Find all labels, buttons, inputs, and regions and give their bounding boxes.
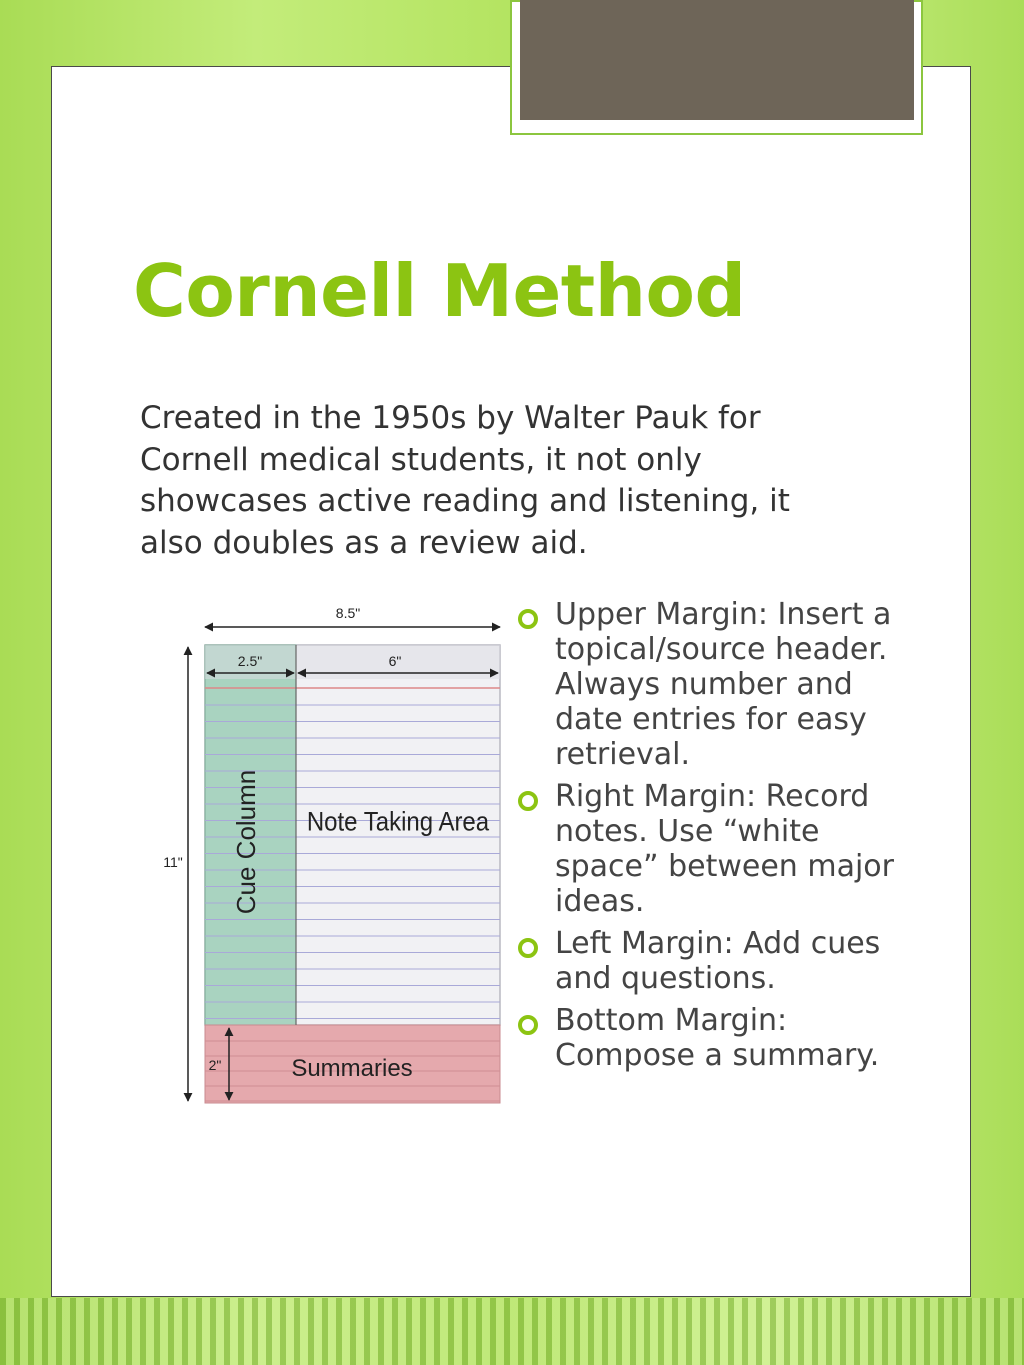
- background-stripes: [0, 1298, 1024, 1365]
- hollow-circle-bullet-icon: [518, 609, 538, 629]
- hollow-circle-bullet-icon: [518, 1015, 538, 1035]
- summary-label: Summaries: [291, 1055, 413, 1082]
- bullet-item-bottom-margin: [510, 1003, 910, 1073]
- summary-height-label: 2": [208, 1057, 222, 1073]
- hollow-circle-bullet-icon: [518, 938, 538, 958]
- notes-width-label: 6": [388, 653, 402, 669]
- bullet-text: Bottom Margin: Compose a summary.: [555, 1003, 880, 1073]
- bullet-text: Left Margin: Add cues and questions.: [555, 926, 881, 996]
- bullet-list: [510, 597, 910, 1080]
- height-label: 11": [163, 854, 183, 870]
- slide-title: Cornell Method: [133, 249, 746, 333]
- bullet-item-left-margin: [510, 926, 910, 996]
- cue-width-label: 2.5": [237, 653, 263, 669]
- cue-column-label: Cue Column: [231, 769, 261, 915]
- notes-area-label: Note Taking Area: [306, 807, 490, 837]
- bullet-item-right-margin: [510, 779, 910, 919]
- bullet-text: Upper Margin: Insert a topical/source header. Always number and date entries for easy retrieval.: [555, 597, 892, 772]
- hollow-circle-bullet-icon: [518, 791, 538, 811]
- intro-paragraph: Created in the 1950s by Walter Pauk for Cornell medical students, it not only showcases active reading and listening, it also doubles as a review aid.: [140, 400, 790, 561]
- bullet-item-upper-margin: [510, 597, 910, 772]
- cornell-notes-diagram: [150, 595, 510, 1115]
- slide-header-tab-fill: [520, 0, 914, 120]
- total-width-label: 8.5": [335, 605, 361, 621]
- bullet-text: Right Margin: Record notes. Use “white space” between major ideas.: [555, 779, 894, 919]
